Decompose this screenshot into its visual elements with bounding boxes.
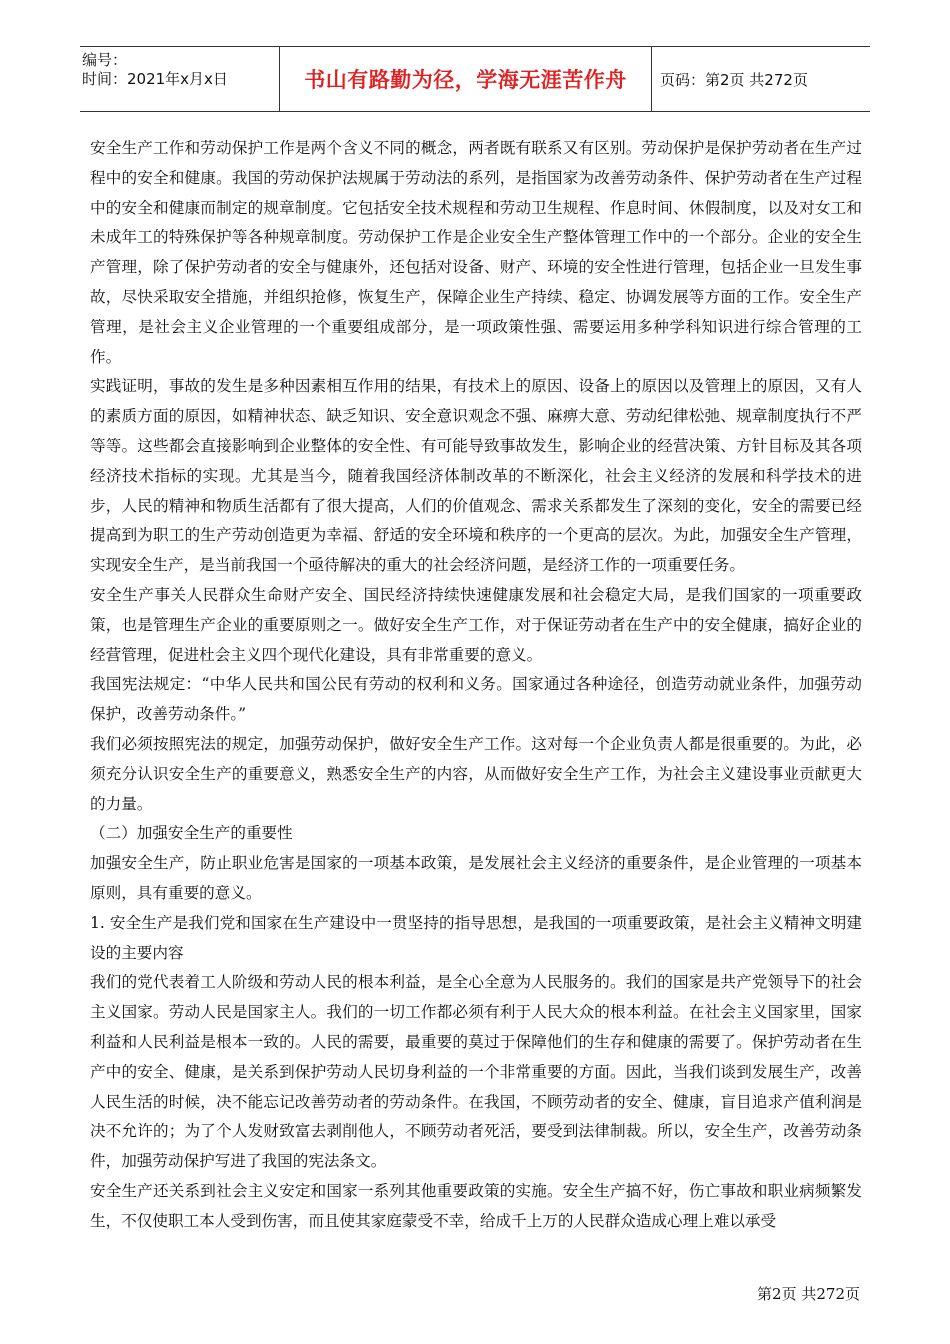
body-paragraph: 我们必须按照宪法的规定，加强劳动保护，做好安全生产工作。这对每一个企业负责人都是很重要的。为此，必须充分认识安全生产的重要意义，熟悉安全生产的内容，从而做好安全生产工作，为社会主义建设事业贡献更大的力量。 <box>90 734 862 813</box>
body-paragraph: 实践证明，事故的发生是多种因素相互作用的结果，有技术上的原因、设备上的原因以及管理上的原因，又有人的素质方面的原因，如精神状态、缺乏知识、安全意识观念不强、麻痹大意、劳动纪律松弛、规章制度执行不严等等。这些都会直接影响到企业整体的安全性、有可能导致事故发生，影响企业的经营决策、方针目标及其各项经济技术指标的实现。尤其是当今，随着我国经济体制改革的不断深化，社会主义经济的发展和科学技术的进步，人民的精神和物质生活都有了很大提高，人们的价值观念、需求关系都发生了深刻的变化，安全的需要已经提高到为职工的生产劳动创造更为幸福、舒适的安全环境和秩序的一个更高的层次。为此，加强安全生产管理，实现安全生产，是当前我国一个亟待解决的重大的社会经济问题，是经济工作的一项重要任务。 <box>90 377 862 575</box>
header-meta <box>80 47 280 111</box>
section-heading: （二）加强安全生产的重要性 <box>90 824 293 843</box>
document-date-label: 时间：2021年x月x日 <box>82 70 228 88</box>
numbered-subheading: 1. 安全生产是我们党和国家在生产建设中一贯坚持的指导思想，是我国的一项重要政策，是社会主义精神文明建设的主要内容 <box>90 913 862 962</box>
header-motto: 书山有路勤为径，学海无涯苦作舟 <box>280 47 652 111</box>
body-paragraph: 安全生产还关系到社会主义安定和国家一系列其他重要政策的实施。安全生产搞不好，伤亡事故和职业病频繁发生，不仅使职工本人受到伤害，而且使其家庭蒙受不幸，给成千上万的人民群众造成心理上难以承受 <box>90 1181 862 1230</box>
document-code-label: 编号： <box>82 51 128 69</box>
body-paragraph: 安全生产工作和劳动保护工作是两个含义不同的概念，两者既有联系又有区别。劳动保护是保护劳动者在生产过程中的安全和健康。我国的劳动保护法规属于劳动法的系列，是指国家为改善劳动条件、保护劳动者在生产过程中的安全和健康而制定的规章制度。它包括安全技术规程和劳动卫生规程、作息时间、休假制度，以及对女工和未成年工的特殊保护等各种规章制度。劳动保护工作是企业安全生产整体管理工作中的一个部分。企业的安全生产管理，除了保护劳动者的安全与健康外，还包括对设备、财产、环境的安全性进行管理，包括企业一旦发生事故，尽快采取安全措施，并组织抢修，恢复生产，保障企业生产持续、稳定、协调发展等方面的工作。安全生产管理，是社会主义企业管理的一个重要组成部分，是一项政策性强、需要运用多种学科知识进行综合管理的工作。 <box>90 139 862 366</box>
document-body <box>90 134 862 1236</box>
body-paragraph: 加强安全生产，防止职业危害是国家的一项基本政策，是发展社会主义经济的重要条件，是企业管理的一项基本原则，具有重要的意义。 <box>90 854 862 902</box>
header-page-number: 页码：第2页 共272页 <box>660 70 808 89</box>
body-paragraph: 我国宪法规定：“中华人民共和国公民有劳动的权利和义务。国家通过各种途径，创造劳动就业条件，加强劳动保护，改善劳动条件。” <box>90 675 862 724</box>
body-paragraph: 安全生产事关人民群众生命财产安全、国民经济持续快速健康发展和社会稳定大局，是我们国家的一项重要政策，也是管理生产企业的重要原则之一。做好安全生产工作，对于保证劳动者在生产中的安全健康，搞好企业的经营管理，促进杜会主义四个现代化建设，具有非常重要的意义。 <box>90 585 862 664</box>
body-paragraph: 我们的党代表着工人阶级和劳动人民的根本利益，是全心全意为人民服务的。我们的国家是共产党领导下的社会主义国家。劳动人民是国家主人。我们的一切工作都必须有利于人民大众的根本利益。在社会主义国家里，国家利益和人民利益是根本一致的。人民的需要，最重要的莫过于保障他们的生存和健康的需要了。保护劳动者在生产中的安全、健康，是关系到保护劳动人民切身利益的一个非常重要的方面。因此，当我们谈到发展生产，改善人民生活的时候，决不能忘记改善劳动者的劳动条件。在我国，不顾劳动者的安全、健康，盲目追求产值利润是决不允许的；为了个人发财致富去剥削他人，不顾劳动者死活，要受到法律制裁。所以，安全生产，改善劳动条件，加强劳动保护写进了我国的宪法条文。 <box>90 973 862 1171</box>
page-footer: 第2页 共272页 <box>757 1285 860 1303</box>
page-header <box>80 46 870 112</box>
